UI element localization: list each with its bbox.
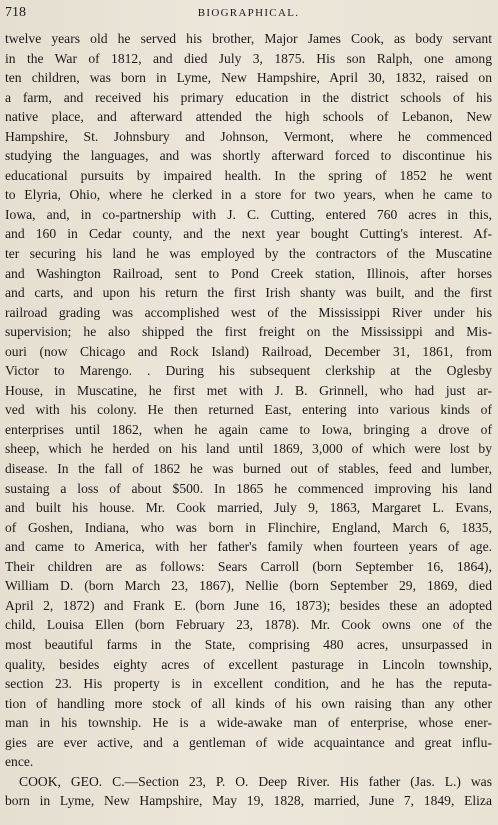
text-line: ter securing his land he was employed by the contractors of the Muscatine xyxy=(5,246,492,262)
text-line: section 23. His property is in excellent condition, and he has the reputa- xyxy=(5,676,492,692)
text-line: Their children are as follows: Sears Carroll (born September 16, 1864), xyxy=(5,558,492,574)
text-line: Hampshire, St. Johnsbury and Johnson, Vermont, where he commenced xyxy=(5,128,492,144)
text-line: sustaing a loss of about $500. In 1865 he commenced improving his land xyxy=(5,480,492,496)
text-line: and came to America, with her father's family when fourteen years of age. xyxy=(5,539,492,555)
text-line: House, in Muscatine, he first met with J. B. Grinnell, who had just ar- xyxy=(5,382,492,398)
entry-heading-line: COOK, GEO. C.—Section 23, P. O. Deep River. His father (Jas. L.) was xyxy=(19,773,492,789)
text-line: ten children, was born in Lyme, New Hampshire, April 30, 1832, raised on xyxy=(5,70,492,86)
text-line: quality, besides eighty acres of excellent pasturage in Lincoln township, xyxy=(5,656,492,672)
running-head xyxy=(5,3,492,29)
text-line: most beautiful farms in the State, comprising 480 acres, unsurpassed in xyxy=(5,636,492,652)
text-line: and Washington Railroad, sent to Pond Creek station, Illinois, after horses xyxy=(5,265,492,281)
running-title: BIOGRAPHICAL. xyxy=(197,7,300,19)
text-line: enterprises until 1862, when he again came to Iowa, bringing a drove of xyxy=(5,421,492,437)
text-line: and 160 in Cedar county, and the next year bought Cutting's interest. Af- xyxy=(5,226,492,242)
page-number: 718 xyxy=(5,5,26,20)
text-line: ved with his colony. He then returned East, entering into various kinds of xyxy=(5,402,492,418)
text-line: William D. (born March 23, 1867), Nellie (born September 29, 1869, died xyxy=(5,578,492,594)
text-line: sheep, which he herded on his land until 1869, 3,000 of which were lost by xyxy=(5,441,492,457)
text-line: studying the languages, and was shortly afterward forced to discontinue his xyxy=(5,148,492,164)
text-line: April 2, 1872) and Frank E. (born June 16, 1873); besides these an adopted xyxy=(5,597,492,613)
text-line: railroad grading was accomplished west of the Mississippi River under his xyxy=(5,304,492,320)
text-line: child, Louisa Ellen (born February 23, 1878). Mr. Cook owns one of the xyxy=(5,617,492,633)
text-line: in the War of 1812, and died July 3, 1875. His son Ralph, one among xyxy=(5,50,492,66)
text-line: born in Lyme, New Hampshire, May 19, 1828, married, June 7, 1849, Eliza xyxy=(5,793,492,809)
text-line: Iowa, and, in co-partnership with J. C. Cutting, entered 760 acres in this, xyxy=(5,206,492,222)
text-line: ouri (now Chicago and Rock Island) Railroad, December 31, 1861, from xyxy=(5,343,492,359)
text-line: man in his township. He is a wide-awake man of enterprise, whose ener- xyxy=(5,715,492,731)
text-line: educational pursuits by impaired health. In the spring of 1852 he went xyxy=(5,167,492,183)
text-line: disease. In the fall of 1862 he was burned out of stables, feed and lumber, xyxy=(5,461,492,477)
text-line: to Elyria, Ohio, where he clerked in a store for two years, when he came to xyxy=(5,187,492,203)
text-line: twelve years old he served his brother, Major James Cook, as body servant xyxy=(5,31,492,46)
text-line: tion of handling more stock of all kinds of his own raising than any other xyxy=(5,695,492,711)
text-line: supervision; he also shipped the first freight on the Mississippi and Mis- xyxy=(5,324,492,340)
text-line: a farm, and received his primary education in the district schools of his xyxy=(5,89,492,105)
text-line: native place, and afterward attended the high schools of Lebanon, New xyxy=(5,109,492,125)
text-line: and built his house. Mr. Cook married, July 9, 1863, Margaret L. Evans, xyxy=(5,500,492,516)
text-line: ence. xyxy=(5,754,34,770)
text-line: of Goshen, Indiana, who was born in Flinchire, England, March 6, 1835, xyxy=(5,519,492,535)
biography-text xyxy=(5,29,492,811)
text-line: Victor to Marengo. . During his subsequent clerkship at the Oglesby xyxy=(5,363,492,379)
text-line: gies are ever active, and a gentleman of wide acquaintance and great influ- xyxy=(5,734,492,750)
text-line: and carts, and upon his return the first Irish shanty was built, and the first xyxy=(5,285,492,301)
